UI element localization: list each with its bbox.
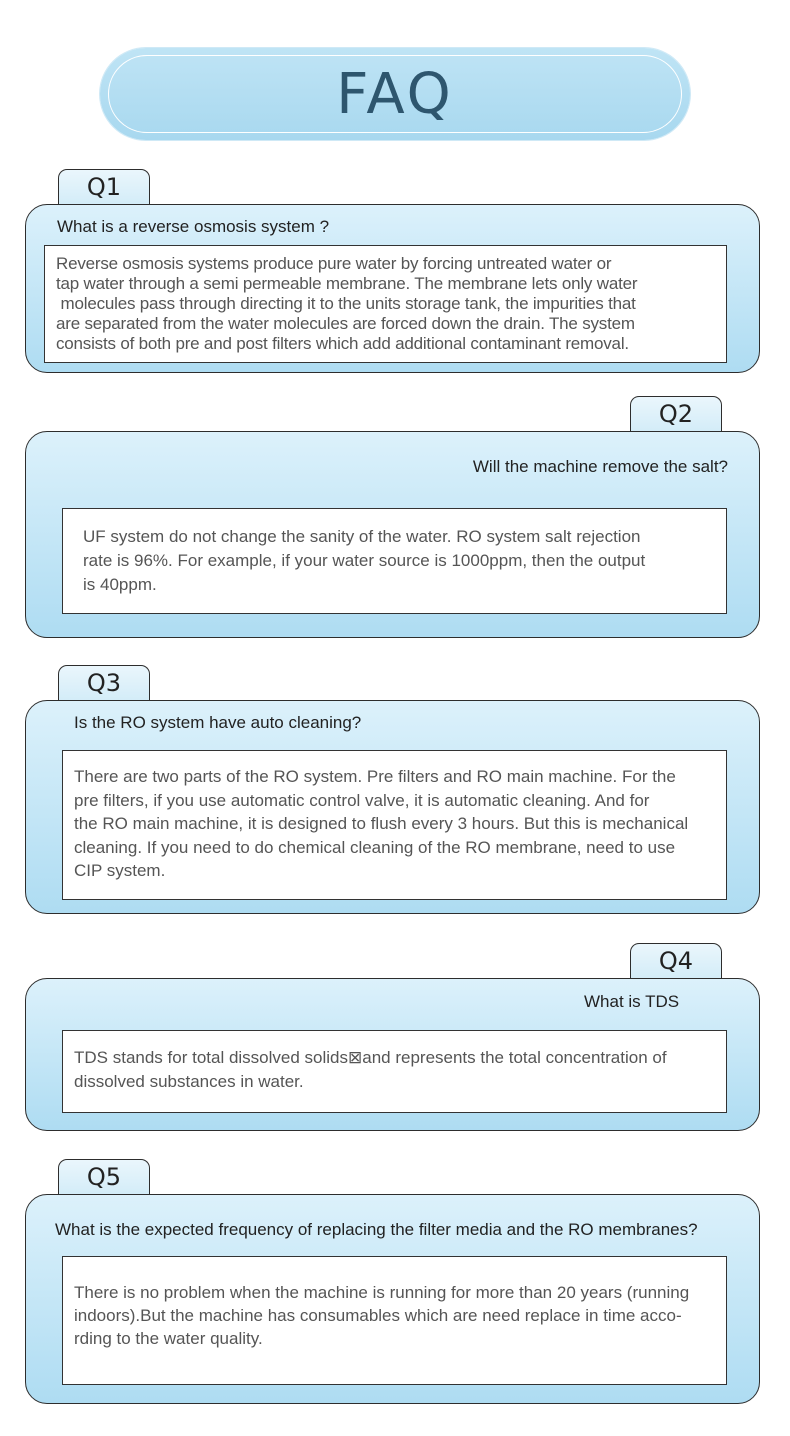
answer-line: rding to the water quality. <box>74 1329 263 1348</box>
faq-card-q3 <box>25 700 760 914</box>
answer-q5 <box>74 1281 724 1350</box>
answer-line: molecules pass through directing it to the units storage tank, the impurities that <box>56 294 636 313</box>
answer-line: There is no problem when the machine is running for more than 20 years (running <box>74 1283 690 1302</box>
answer-q2 <box>83 525 713 597</box>
tab-q5: Q5 <box>58 1159 150 1196</box>
faq-card-q4 <box>25 978 760 1131</box>
question-q4: What is TDS <box>584 992 680 1011</box>
question-q1: What is a reverse osmosis system ? <box>57 217 330 236</box>
tab-q3: Q3 <box>58 665 150 702</box>
faq-card-q5 <box>25 1194 760 1404</box>
answer-line: UF system do not change the sanity of the water. RO system salt rejection <box>83 527 641 546</box>
answer-line: rate is 96%. For example, if your water source is 1000ppm, then the output <box>83 551 646 570</box>
answer-line: CIP system. <box>74 861 166 880</box>
faq-card-q2 <box>25 431 760 638</box>
answer-box-q3 <box>62 750 727 900</box>
answer-q1 <box>56 254 721 354</box>
answer-q4 <box>74 1046 724 1094</box>
answer-line: dissolved substances in water. <box>74 1072 304 1091</box>
answer-line: consists of both pre and post filters which add additional contaminant removal. <box>56 334 629 353</box>
answer-box-q2 <box>62 508 727 614</box>
page-title: FAQ <box>336 62 454 127</box>
answer-line: Reverse osmosis systems produce pure water by forcing untreated water or <box>56 254 612 273</box>
faq-card-q1 <box>25 204 760 373</box>
answer-line: tap water through a semi permeable membrane. The membrane lets only water <box>56 274 638 293</box>
answer-line: pre filters, if you use automatic control valve, it is automatic cleaning. And for <box>74 790 650 810</box>
answer-line: is 40ppm. <box>83 575 157 594</box>
answer-line: the RO main machine, it is designed to flush every 3 hours. But this is mechanical <box>74 814 689 833</box>
question-q5: What is the expected frequency of replacing the filter media and the RO membranes? <box>55 1220 698 1239</box>
answer-line: TDS stands for total dissolved solids⊠and represents the total concentration of <box>74 1048 667 1067</box>
question-q2: Will the machine remove the salt? <box>472 457 728 476</box>
answer-line: There are two parts of the RO system. Pre filters and RO main machine. For the <box>74 767 676 786</box>
tab-q1: Q1 <box>58 169 150 206</box>
answer-box-q4 <box>62 1030 727 1113</box>
tab-q2: Q2 <box>630 396 722 433</box>
answer-line: cleaning. If you need to do chemical cleaning of the RO membrane, need to use <box>74 837 676 857</box>
tab-q4: Q4 <box>630 943 722 980</box>
answer-line: indoors).But the machine has consumables which are need replace in time acco- <box>74 1306 682 1325</box>
faq-header <box>100 48 690 140</box>
question-q3: Is the RO system have auto cleaning? <box>74 713 362 732</box>
answer-q3 <box>74 765 724 883</box>
answer-box-q5 <box>62 1256 727 1385</box>
answer-line: are separated from the water molecules are forced down the drain. The system <box>56 314 635 333</box>
answer-box-q1 <box>44 245 727 363</box>
